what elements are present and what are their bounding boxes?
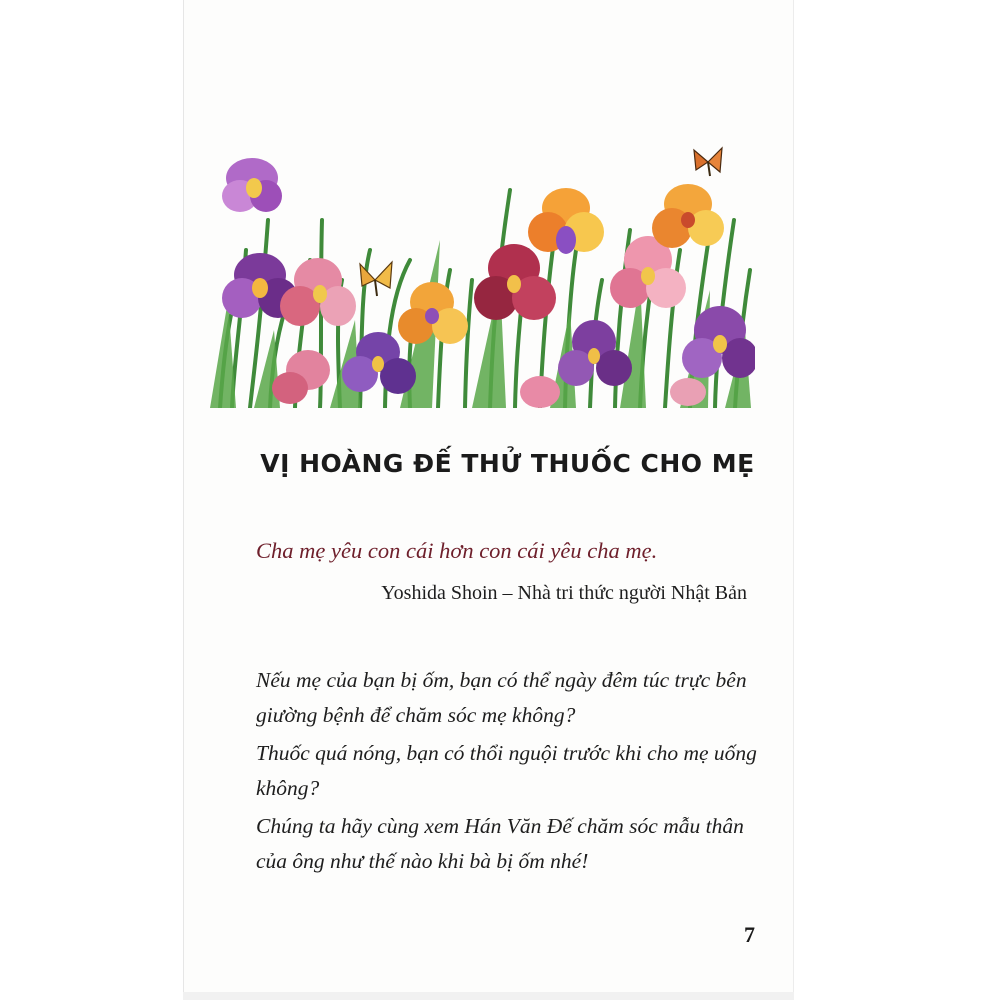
page-number: 7 xyxy=(744,922,755,947)
paragraph-1-line-1: Nếu mẹ của bạn bị ốm, bạn có thể ngày đêm túc trực bên xyxy=(256,668,747,692)
epigraph-quote: Cha mẹ yêu con cái hơn con cái yêu cha mẹ. xyxy=(256,538,658,563)
paragraph-2 xyxy=(256,736,776,806)
paragraph-2-line-1: Thuốc quá nóng, bạn có thổi nguội trước khi cho mẹ uống xyxy=(256,741,757,765)
paragraph-3 xyxy=(256,809,776,879)
epigraph-attribution: Yoshida Shoin – Nhà tri thức người Nhật Bản xyxy=(381,582,747,604)
paragraph-2-line-2: không? xyxy=(256,776,320,800)
paragraph-1-line-2: giường bệnh để chăm sóc mẹ không? xyxy=(256,703,576,727)
page-edge xyxy=(183,992,794,1000)
paragraph-1 xyxy=(256,663,776,733)
paragraph-3-line-2: của ông như thế nào khi bà bị ốm nhé! xyxy=(256,849,589,873)
page-title: VỊ HOÀNG ĐẾ THỬ THUỐC CHO MẸ xyxy=(260,449,755,478)
iris-flowers-illustration xyxy=(210,130,755,408)
paragraph-3-line-1: Chúng ta hãy cùng xem Hán Văn Đế chăm sóc mẫu thân xyxy=(256,814,744,838)
butterfly-orange xyxy=(694,148,722,176)
